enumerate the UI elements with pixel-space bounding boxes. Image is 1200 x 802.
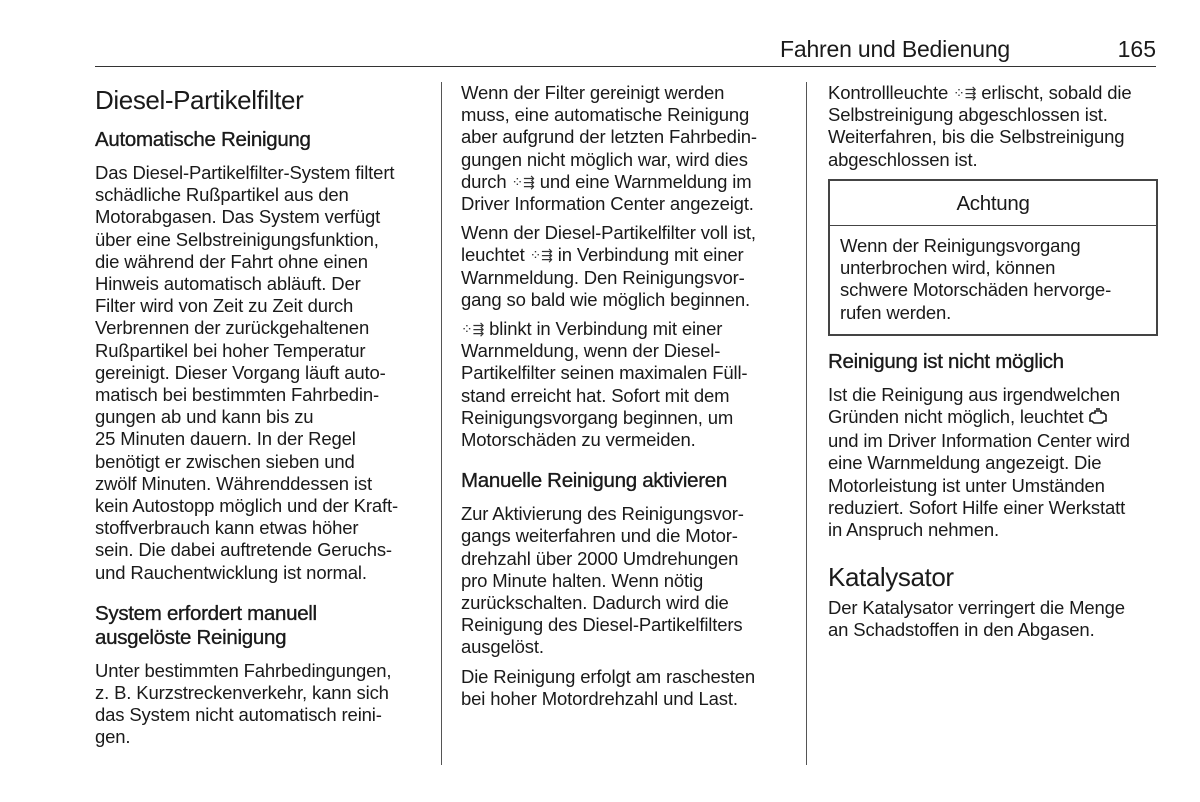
paragraph-catalyst: Der Katalysator verringert die Menge an Schadstoffen in den Abgasen.: [828, 597, 1125, 641]
column-3: [828, 82, 1158, 649]
section-title-diesel-filter: Diesel-Partikelfilter: [95, 85, 304, 115]
paragraph-light-goes-out: [828, 82, 1158, 171]
heading-automatic-cleaning: Automatische Reinigung: [95, 128, 311, 151]
text-segment: und eine Warnmeldung im Driver Information Center angezeigt.: [461, 170, 754, 215]
section-title-catalyst: Katalysator: [828, 562, 954, 593]
engine-check-icon: [1089, 407, 1109, 430]
text-segment: Wenn der Diesel-Partikelfilter voll ist, leuchtet: [461, 222, 756, 266]
column-1: [95, 82, 430, 756]
warning-body: Wenn der Reinigungsvorgang unterbrochen wird, können schwere Motorschäden hervorge- rufen werden.: [840, 235, 1112, 323]
paragraph-cleaning-fastest: Die Reinigung erfolgt am raschesten bei hoher Motordrehzahl und Last.: [461, 665, 755, 709]
paragraph-filter-full: [461, 222, 796, 311]
text-segment: erlischt, sobald die Selbstreinigung abgeschlossen ist. Weiterfahren, bis die Selbstreinigung abgeschlossen ist.: [828, 82, 1132, 170]
header-rule: [95, 66, 1156, 67]
paragraph-manual-cleaning-required: Unter bestimmten Fahrbedingungen, z. B. Kurzstreckenverkehr, kann sich das System nicht automatisch reini- gen.: [95, 659, 392, 748]
diesel-filter-icon: ⁘⇶: [511, 173, 535, 190]
warning-title: Achtung: [830, 181, 1156, 226]
paragraph-automatic-cleaning: Das Diesel-Partikelfilter-System filtert schädliche Rußpartikel aus den Motorabgasen. Das System verfügt über eine Selbstreinigungsfunktion, die während der Fahrt ohne einen Hinweis automatisch abläuft. Der Filter wird von Zeit zu Zeit durch Verbrennen der zurückgehaltenen Rußpartikel bei hoher Temperatur gereinigt. Dieser Vorgang läuft auto- matisch bei bestimmten Fahrbedin- gungen ab und kann bis zu 25 Minuten dauern. In der Regel benötigt er zwischen sieben und zwölf Minuten. Währenddessen ist kein Autostopp möglich und der Kraft- stoffverbrauch kann etwas höher sein. Die dabei auftretende Geruchs- und Rauchentwicklung ist normal.: [95, 162, 398, 583]
column-divider-2: [806, 82, 807, 765]
column-2: [461, 82, 796, 717]
diesel-filter-icon: ⁘⇶: [953, 85, 977, 101]
text-segment: Kontrollleuchte: [828, 82, 954, 103]
diesel-filter-icon: ⁘⇶: [461, 321, 485, 338]
paragraph-activate-manual-cleaning: Zur Aktivierung des Reinigungsvor- gangs weiterfahren und die Motor- drehzahl über 2000 Umdrehungen pro Minute halten. Wenn nötig zurückschalten. Dadurch wird die Reinigung des Diesel-Partikelfilters ausgelöst.: [461, 503, 744, 658]
text-segment: blinkt in Verbindung mit einer Warnmeldung, wenn der Diesel- Partikelfilter seinen maximalen Füll- stand erreicht hat. Sofort mit dem Reinigungsvorgang beginnen, um Motorschäden zu vermeiden.: [461, 318, 748, 451]
heading-cleaning-not-possible: Reinigung ist nicht möglich: [828, 349, 1064, 373]
text-segment: Wenn der Filter gereinigt werden muss, eine automatische Reinigung aber aufgrund der letzten Fahrbedin- gungen nicht möglich war, wird dies durch: [461, 82, 757, 192]
heading-manual-cleaning-required: System erfordert manuell ausgelöste Reinigung: [95, 601, 317, 649]
diesel-filter-icon: ⁘⇶: [529, 247, 553, 264]
paragraph-filter-clean-needed: [461, 82, 796, 215]
text-segment: Ist die Reinigung aus irgendwelchen Gründen nicht möglich, leuchtet: [828, 383, 1120, 428]
running-head-title: Fahren und Bedienung: [780, 36, 1011, 62]
text-segment: in Verbindung mit einer Warnmeldung. Den Reinigungsvor- gang so bald wie möglich beginnen.: [461, 244, 751, 310]
column-divider-1: [441, 82, 442, 765]
paragraph-cleaning-not-possible: [828, 384, 1158, 541]
heading-activate-manual-cleaning: Manuelle Reinigung aktivieren: [461, 469, 727, 493]
warning-box: [828, 179, 1158, 336]
paragraph-filter-blinks: [461, 318, 796, 451]
text-segment: und im Driver Information Center wird eine Warnmeldung angezeigt. Die Motorleistung ist unter Umständen reduziert. Sofort Hilfe einer Werkstatt in Anspruch nehmen.: [828, 430, 1130, 541]
page-number: 165: [1117, 36, 1156, 62]
